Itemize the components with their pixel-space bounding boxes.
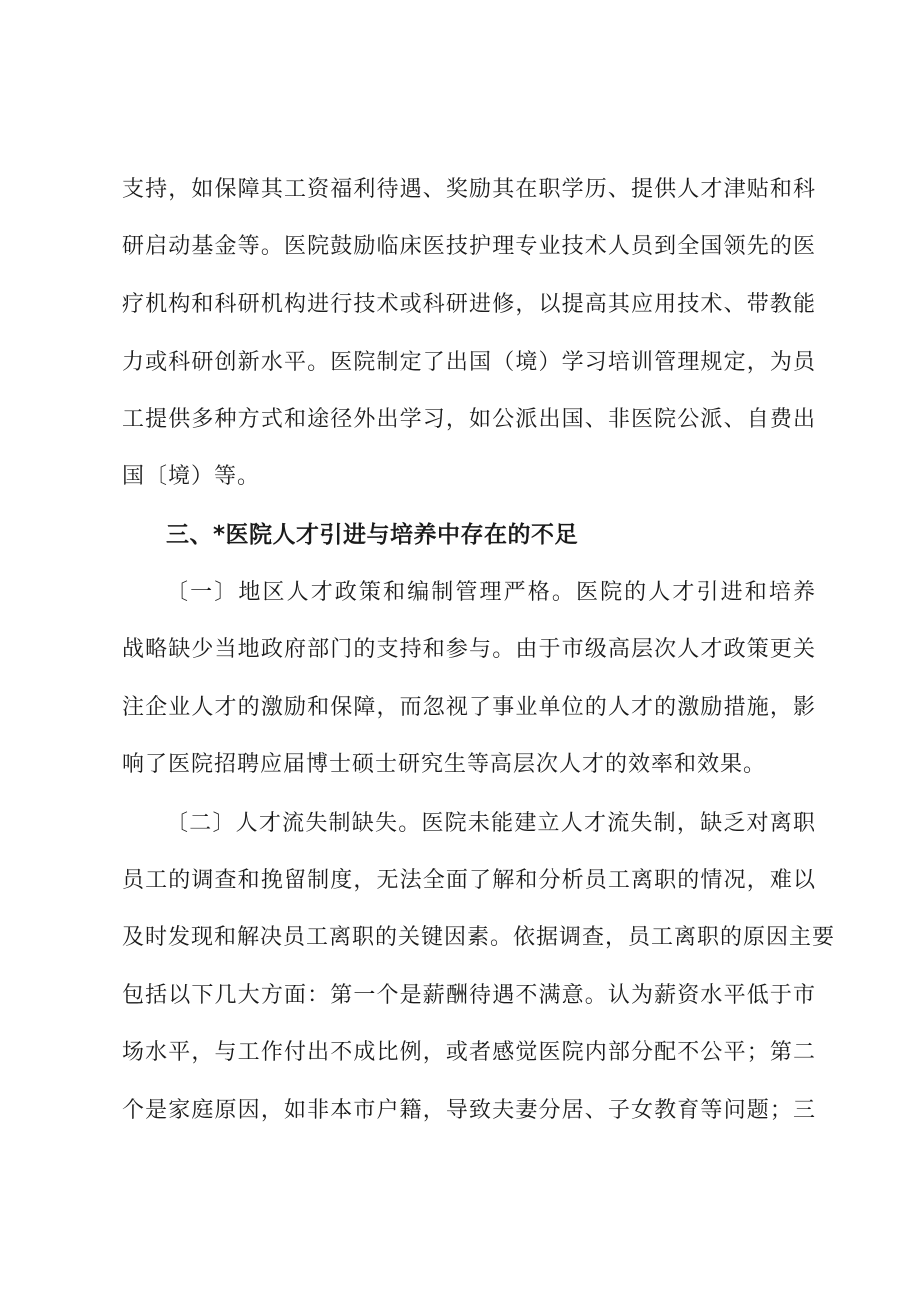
paragraph-line: 战略缺少当地政府部门的支持和参与。由于市级高层次人才政策更关 xyxy=(122,637,816,662)
paragraph-line: 场水平，与工作付出不成比例，或者感觉医院内部分配不公平；第二 xyxy=(122,1040,816,1065)
paragraph-line: 支持，如保障其工资福利待遇、奖励其在职学历、提供人才津贴和科 xyxy=(122,177,816,202)
paragraph-line: 〔一〕地区人才政策和编制管理严格。医院的人才引进和培养 xyxy=(166,580,816,605)
paragraph-line: 疗机构和科研机构进行技术或科研进修，以提高其应用技术、带教能 xyxy=(122,292,816,317)
paragraph-line: 个是家庭原因，如非本市户籍，导致夫妻分居、子女教育等问题；三 xyxy=(122,1098,816,1123)
paragraph-line: 〔二〕人才流失制缺失。医院未能建立人才流失制，缺乏对离职 xyxy=(166,811,816,836)
paragraph-line: 工提供多种方式和途径外出学习，如公派出国、非医院公派、自费出 xyxy=(122,407,816,432)
paragraph-line: 员工的调查和挽留制度，无法全面了解和分析员工离职的情况，难以 xyxy=(122,868,816,893)
paragraph-line: 国〔境）等。 xyxy=(122,464,261,489)
paragraph-line: 响了医院招聘应届博士硕士研究生等高层次人才的效率和效果。 xyxy=(122,752,767,777)
paragraph-line: 及时发现和解决员工离职的关键因素。依据调查，员工离职的原因主要 xyxy=(122,925,836,950)
paragraph-line: 注企业人才的激励和保障，而忽视了事业单位的人才的激励措施，影 xyxy=(122,695,816,720)
paragraph-line: 包括以下几大方面：第一个是薪酬待遇不满意。认为薪资水平低于市 xyxy=(122,983,816,1008)
section-heading: 三、*医院人才引进与培养中存在的不足 xyxy=(166,522,579,548)
paragraph-line: 研启动基金等。医院鼓励临床医技护理专业技术人员到全国领先的医 xyxy=(122,234,816,259)
paragraph-line: 力或科研创新水平。医院制定了出国（境）学习培训管理规定，为员 xyxy=(122,350,816,375)
